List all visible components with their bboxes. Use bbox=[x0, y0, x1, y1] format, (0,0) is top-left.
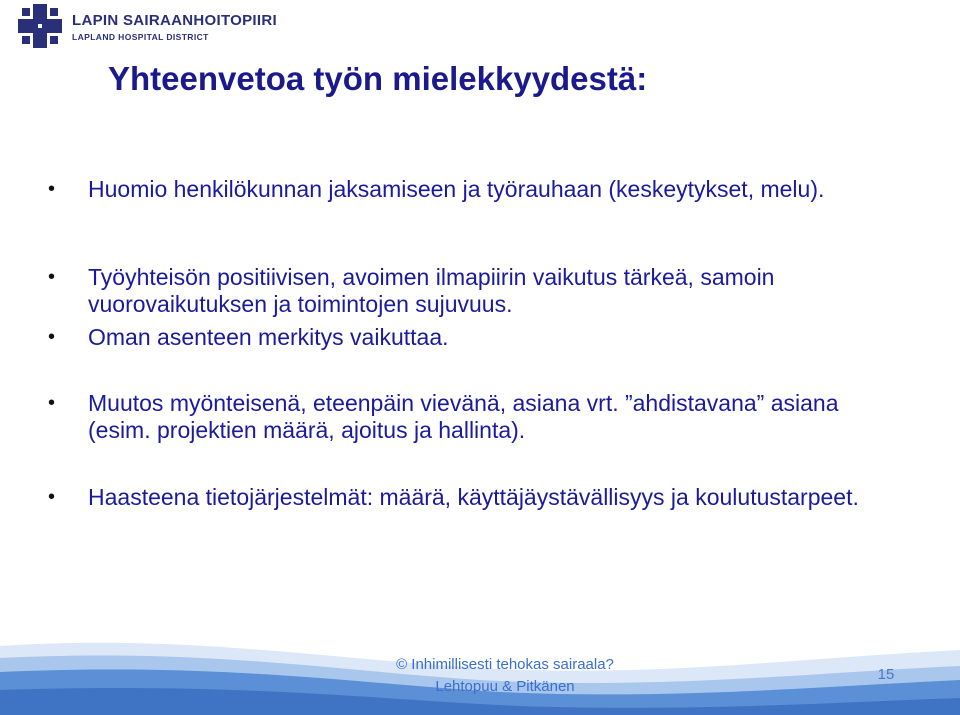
bullet-text: Oman asenteen merkitys vaikuttaa. bbox=[88, 324, 449, 350]
footer-text bbox=[365, 654, 645, 698]
bullet-item bbox=[48, 324, 888, 351]
logo-name: LAPIN SAIRAANHOITOPIIRI bbox=[72, 12, 277, 29]
bullet-text: Muutos myönteisenä, eteenpäin vievänä, asiana vrt. ”ahdistavana” asiana (esim. projektien määrä, ajoitus ja hallinta). bbox=[88, 390, 839, 443]
bullet-text: Huomio henkilökunnan jaksamiseen ja työrauhaan (keskeytykset, melu). bbox=[88, 176, 825, 202]
bullet-text: Haasteena tietojärjestelmät: määrä, käyttäjäystävällisyys ja koulutustarpeet. bbox=[88, 484, 859, 510]
bullet-item bbox=[48, 264, 888, 318]
bullet-dot-icon: • bbox=[48, 326, 56, 348]
bullet-dot-icon: • bbox=[48, 266, 56, 288]
bullet-item bbox=[48, 484, 888, 511]
page-number: 15 bbox=[877, 666, 895, 683]
bullet-dot-icon: • bbox=[48, 392, 56, 414]
bullet-text: Työyhteisön positiivisen, avoimen ilmapiirin vaikutus tärkeä, samoin vuorovaikutuksen ja toimintojen sujuvuus. bbox=[88, 264, 775, 317]
footer-copyright: © Inhimillisesti tehokas sairaala? bbox=[396, 656, 614, 673]
bullet-item bbox=[48, 176, 888, 203]
bullet-dot-icon: • bbox=[48, 178, 56, 200]
slide-title: Yhteenvetoa työn mielekkyydestä: bbox=[108, 60, 648, 97]
bullet-item bbox=[48, 390, 888, 444]
footer-authors: Lehtopuu & Pitkänen bbox=[435, 678, 575, 695]
logo-subtitle: LAPLAND HOSPITAL DISTRICT bbox=[72, 32, 209, 42]
bullet-dot-icon: • bbox=[48, 486, 56, 508]
